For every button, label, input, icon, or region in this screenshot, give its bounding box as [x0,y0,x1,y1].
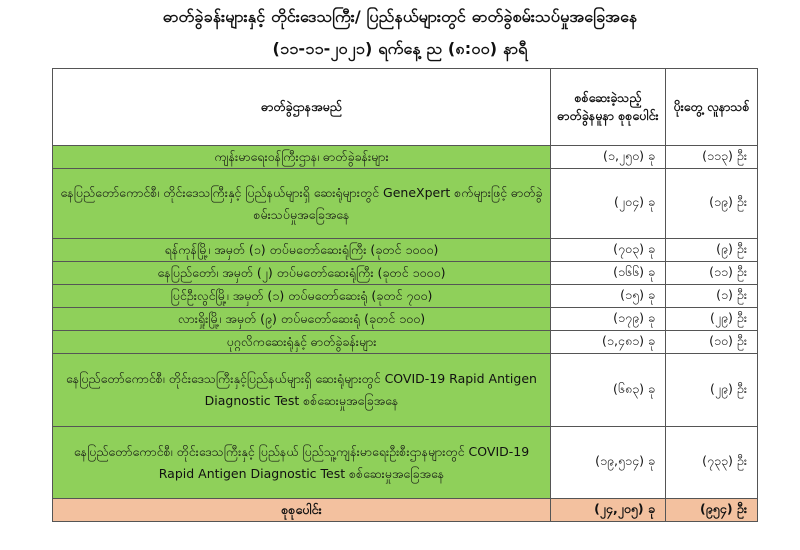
total-cases: (၉၅၄) ဦး [666,499,758,522]
cases-cell: (၂၉) ဦး [666,354,758,427]
lab-name-cell: ရန်ကုန်မြို့၊ အမှတ် (၁) တပ်မတော်ဆေးရုံကြီး (ခုတင် ၁၀၀၀) [53,239,551,262]
cases-cell: (၂၉) ဦး [666,308,758,331]
lab-name-cell: နေပြည်တော်ကောင်စီ၊ တိုင်းဒေသကြီးနှင့် ပြည်နယ် ပြည်သူ့ကျန်းမာရေးဦးစီးဌာနများတွင် COVID-19 Rapid Antigen Diagnostic Test စစ်ဆေးမှုအခြေအနေ [53,427,551,499]
total-tests: (၂၄,၂၀၅) ခု [551,499,666,522]
lab-testing-table [52,68,758,522]
table-total-row [53,499,758,522]
tests-cell: (၁၆၆) ခု [551,262,666,285]
table-row [53,308,758,331]
cases-cell: (၇၃၃) ဦး [666,427,758,499]
report-date: (၁၁-၁၁-၂၀၂၁) ရက်နေ့ ည (၈:၀၀) နာရီ [272,39,528,58]
table-row [53,354,758,427]
tests-cell: (၂၀၄) ခု [551,169,666,239]
table-row [53,169,758,239]
table-row [53,285,758,308]
total-label: စုစုပေါင်း [53,499,551,522]
table-header-row [53,69,758,146]
report-title: ဓာတ်ခွဲခန်းများနှင့် တိုင်းဒေသကြီး/ ပြည်နယ်များတွင် ဓာတ်ခွဲစမ်းသပ်မှုအခြေအနေ [162,7,638,26]
lab-name-cell: နေပြည်တော်ကောင်စီ၊ တိုင်းဒေသကြီးနှင့် ပြည်နယ်များရှိ ဆေးရုံများတွင် GeneXpert စက်များဖြင့် ဓာတ်ခွဲစမ်းသပ်မှုအခြေအနေ [53,169,551,239]
lab-name-cell: ပုဂ္ဂလိကဆေးရုံနှင့် ဓာတ်ခွဲခန်းများ [53,331,551,354]
cases-cell: (၁၉) ဦး [666,169,758,239]
tests-cell: (၁,၂၅၀) ခု [551,146,666,169]
tests-cell: (၁,၄၈၁) ခု [551,331,666,354]
table-row [53,331,758,354]
tests-cell: (၁၇၉) ခု [551,308,666,331]
cases-cell: (၁၁) ဦး [666,262,758,285]
cases-cell: (၁၀) ဦး [666,331,758,354]
header-new-cases: ပိုးတွေ့ လူနာသစ် [666,69,758,146]
tests-cell: (၁၅) ခု [551,285,666,308]
tests-cell: (၁၉,၅၁၄) ခု [551,427,666,499]
header-total-tests: စစ်ဆေးခဲ့သည့် ဓာတ်ခွဲနမူနာ စုစုပေါင်း [551,69,666,146]
table-row [53,146,758,169]
table-row [53,427,758,499]
lab-name-cell: နေပြည်တော်ကောင်စီ၊ တိုင်းဒေသကြီးနှင့်ပြည်နယ်များရှိ ဆေးရုံများတွင် COVID-19 Rapid Antigen Diagnostic Test စစ်ဆေးမှုအခြေအနေ [53,354,551,427]
lab-name-cell: ကျန်းမာရေးဝန်ကြီးဌာန၊ ဓာတ်ခွဲခန်းများ [53,146,551,169]
table-row [53,239,758,262]
lab-name-cell: ပြင်ဦးလွင်မြို့၊ အမှတ် (၁) တပ်မတော်ဆေးရုံ (ခုတင် ၇၀၀) [53,285,551,308]
cases-cell: (၁) ဦး [666,285,758,308]
lab-name-cell: နေပြည်တော်၊ အမှတ် (၂) တပ်မတော်ဆေးရုံကြီး (ခုတင် ၁၀၀၀) [53,262,551,285]
cases-cell: (၁၁၃) ဦး [666,146,758,169]
header-lab-name: ဓာတ်ခွဲဌာနအမည် [53,69,551,146]
lab-name-cell: လားရှိုးမြို့၊ အမှတ် (၉) တပ်မတော်ဆေးရုံ (ခုတင် ၁၀၀) [53,308,551,331]
tests-cell: (၇၀၃) ခု [551,239,666,262]
tests-cell: (၆၈၃) ခု [551,354,666,427]
table-row [53,262,758,285]
cases-cell: (၉) ဦး [666,239,758,262]
